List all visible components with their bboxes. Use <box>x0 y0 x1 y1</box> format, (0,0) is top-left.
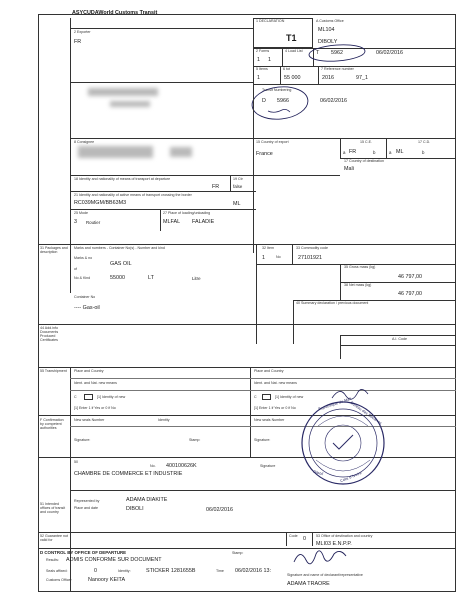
item-no-label: No <box>276 255 281 259</box>
signature-scribble-2 <box>330 384 370 404</box>
divider <box>340 345 456 346</box>
ad-code-label: A.I. Code <box>392 337 407 341</box>
new-seals-label: New seals Number <box>74 418 105 422</box>
destination-office-label: 53 Office of destination and country <box>316 534 373 538</box>
forms-of-value: 1 <box>268 57 271 63</box>
ce-code-a: a <box>343 150 346 155</box>
ctr-checkbox[interactable] <box>84 394 93 400</box>
reference-year: 2016 <box>322 75 334 81</box>
consignee-label: 8 Consignee <box>74 140 95 144</box>
goods-header: Marks and numbers - Container No(s) - Number and kind <box>74 246 165 250</box>
identity-new-label-2: [1] Identity of new <box>275 395 304 399</box>
mode-name: Routier <box>86 220 101 225</box>
signature-label-2: Signature: <box>254 438 271 442</box>
signature-label: Signature: <box>74 438 91 442</box>
code-value: 0 <box>303 536 306 542</box>
kind-qty: 55000 <box>110 275 125 281</box>
loading-label: 27 Place of loading/unloading <box>163 211 211 215</box>
declaration-type: T1 <box>286 33 297 43</box>
loading-name: FALADIE <box>192 219 215 225</box>
gross-mass-label: 35 Gross mass (kg) <box>344 265 376 269</box>
packages-section-label: 31 Packages and description <box>40 246 68 254</box>
transport-border-nationality: ML <box>233 201 241 207</box>
divider <box>312 532 313 546</box>
office-name: DIBOLY <box>318 39 338 45</box>
transport-border-value: RC039MGM/BB63M3 <box>74 200 127 206</box>
divider <box>256 244 257 344</box>
forms-label: 2 Forms <box>256 49 270 53</box>
gross-mass-value: 46 797,00 <box>398 274 422 280</box>
stamp-label: Stamp: <box>189 438 201 442</box>
identity-label: Identity <box>158 418 170 422</box>
ref-date: 06/02/2016 <box>376 50 403 56</box>
cd-code-b: b <box>422 150 425 155</box>
place-value: DIBOLI <box>126 506 144 512</box>
divider <box>38 324 456 325</box>
divider <box>70 490 456 491</box>
summary-declaration-label: 40 Summary declaration / previous document <box>296 301 369 305</box>
loading-value: MLFAL <box>163 219 181 225</box>
divider <box>38 532 456 533</box>
divider <box>70 191 256 192</box>
divider <box>70 209 256 210</box>
signature-scribble <box>290 546 350 568</box>
redacted-exporter <box>88 88 158 96</box>
ctr-prefix: C <box>74 395 77 399</box>
kind-label: No & Kind <box>74 276 91 280</box>
reference-no: 97_1 <box>356 75 368 81</box>
containers-label: Container No <box>74 295 96 299</box>
divider <box>253 18 254 253</box>
principal-name: CHAMBRE DE COMMERCE ET INDUSTRIE <box>74 471 183 477</box>
divider <box>250 367 251 457</box>
item-value: 1 <box>262 255 265 261</box>
divider <box>38 367 456 368</box>
divider <box>340 335 341 359</box>
enter-yes-no-label-2: [1] Enter 1 if Yes or 0 if No <box>254 406 296 410</box>
country-export-label: 15 Country of export <box>256 140 289 144</box>
confirmation-label: F Confirmation by competent authorities <box>40 418 64 431</box>
divider <box>160 209 161 231</box>
items-label: 5 Items <box>256 67 268 71</box>
principal-no-value: 400100626K <box>166 463 197 469</box>
form-title: ASYCUDAWorld Customs Transit <box>72 10 158 16</box>
ce-code-label: 15 C.E. <box>360 140 372 144</box>
new-seals-label-2: New seals Number <box>254 418 285 422</box>
country-destination-value: Mali <box>344 166 354 172</box>
ctr-prefix-2: C <box>254 395 257 399</box>
divider <box>286 532 287 546</box>
ce-code-b: b <box>373 150 376 155</box>
ref-prefix: T <box>316 50 320 56</box>
item-label: 32 Item <box>262 246 274 250</box>
results-label: Results: <box>46 558 59 562</box>
identity-control-label: Identity: <box>118 569 131 573</box>
marks-label: Marks & no <box>74 256 93 260</box>
divider <box>70 138 456 139</box>
divider <box>340 138 341 158</box>
divider <box>38 457 456 458</box>
transit-prefix: D <box>262 98 266 104</box>
seals-affixed-value: 0 <box>94 568 97 574</box>
redacted-exporter <box>110 101 150 107</box>
mode-value: 3 <box>74 219 77 225</box>
place-country-label-2: Place and Country <box>254 369 284 373</box>
declarant-signature-label: Signature and name of declarant/representative <box>287 573 363 577</box>
place-date-label: Place and date <box>74 506 98 510</box>
divider <box>70 82 253 83</box>
exporter-country: FR <box>74 39 82 45</box>
commodity-value: 27101921 <box>298 255 322 261</box>
country-destination-label: 17 Country of destination <box>344 159 384 163</box>
divider <box>70 378 456 379</box>
transit-date: 06/02/2016 <box>320 98 347 104</box>
ctr-checkbox-2[interactable] <box>262 394 271 400</box>
country-export-value: France <box>256 151 273 157</box>
marks-value: GAS OIL <box>110 261 132 267</box>
code-label: Code <box>289 534 298 538</box>
divider <box>230 175 231 191</box>
ce-code-a-value: FR <box>349 149 357 155</box>
divider <box>70 426 456 427</box>
kind-unit: LT <box>148 275 154 281</box>
stamp-line-1: Republique du Mali <box>317 396 352 412</box>
divider <box>293 300 294 344</box>
represented-label: Represented by <box>74 499 100 503</box>
intended-offices-label: 51 Intended offices of transit and country <box>40 502 66 515</box>
principal-no-label: No. <box>150 464 156 468</box>
transit-number: 5966 <box>277 98 289 104</box>
transport-border-label: 21 Identity and nationality of active means of transport crossing the border <box>74 193 192 197</box>
commodity-label: 33 Commodity code <box>296 246 328 250</box>
divider <box>70 390 456 391</box>
ident-new-means-label: Ident. and Nat. new means <box>74 381 117 385</box>
net-mass-label: 38 Net mass (kg) <box>344 283 372 287</box>
results-value: ADMIS CONFORME SUR DOCUMENT <box>66 557 162 563</box>
net-mass-value: 46 797,00 <box>398 291 422 297</box>
redacted-consignee <box>78 146 153 158</box>
declarant-name: ADAMA TRAORE <box>287 581 330 587</box>
destination-office-value: MLI03 E.N.P.P. <box>316 541 352 547</box>
transport-departure-label: 18 Identity and nationality of means of transport at departure <box>74 177 171 181</box>
reference-label: 7 Reference number <box>321 67 354 71</box>
seals-affixed-label: Seals affixed: <box>46 569 68 573</box>
ident-new-means-label-2: Ident. and Nat. new means <box>254 381 297 385</box>
exporter-label: 2 Exporter <box>74 30 91 34</box>
divider <box>70 18 71 293</box>
redacted-consignee <box>170 147 192 157</box>
divider <box>38 415 456 416</box>
transport-departure-nationality: FR <box>212 184 220 190</box>
identity-new-label: [1] Identity of new <box>97 395 126 399</box>
add-info-label: 44 Add.info Documents Produced Certificates <box>40 326 59 343</box>
identity-control-value: STICKER 1281655B <box>146 568 196 574</box>
enter-yes-no-label: [1] Enter 1 if Yes or 0 if No <box>74 406 116 410</box>
declaration-label: 1 DECLARATION <box>256 19 285 23</box>
control-title: D CONTROL BY OFFICE OF DEPARTURE <box>40 550 127 555</box>
divider <box>292 244 293 264</box>
guarantee-label: 52 Guarantee not valid for <box>40 534 68 543</box>
goods-description: ---- Gas-oil <box>74 305 100 311</box>
cd-code-a: a <box>389 150 392 155</box>
forms-value: 1 <box>257 57 260 63</box>
divider <box>340 335 456 336</box>
time-label: Time <box>216 569 224 573</box>
office-label: A Customs Office <box>316 19 344 23</box>
stamp-line-3: Diboli <box>312 469 324 477</box>
principal-signature-label: Signature <box>260 464 276 468</box>
divider <box>386 138 387 158</box>
transhipment-label: 55 Transhipment <box>40 369 67 373</box>
control-stamp-label: Stamp: <box>232 551 244 555</box>
packages-value: 55 000 <box>284 75 301 81</box>
cd-code-label: 17 C.D. <box>418 140 431 144</box>
divider <box>70 175 340 176</box>
ctr-value: false <box>233 184 243 189</box>
transit-numbering-label: Transit Numbering <box>262 88 292 92</box>
office-code: ML104 <box>318 27 335 33</box>
customs-officer-label: Customs Officer <box>46 578 72 582</box>
packages-label: 6 tot <box>283 67 290 71</box>
cd-code-a-value: ML <box>396 149 404 155</box>
ref-number: 5962 <box>331 50 343 56</box>
of-label: of <box>74 267 77 271</box>
divider <box>38 548 456 549</box>
items-value: 1 <box>257 75 260 81</box>
divider <box>38 244 456 245</box>
principal-label: 50 <box>74 460 78 464</box>
load-list-label: 4 Load List <box>285 49 303 53</box>
customs-stamp <box>298 398 388 488</box>
divider <box>70 28 253 29</box>
represented-value: ADAMA DIAKITE <box>126 497 168 503</box>
ctr-label: 19 Ctr <box>233 177 243 181</box>
place-country-label: Place and Country <box>74 369 104 373</box>
stamp-line-4: Cote d'Ivoire <box>339 470 363 484</box>
date-value: 06/02/2016 <box>206 507 233 513</box>
mode-label: 25 Mode <box>74 211 88 215</box>
stamp-line-2: Bureau des Douanes <box>349 400 383 426</box>
kind-desc: Litre <box>192 276 201 281</box>
time-value: 06/02/2016 13: <box>235 568 271 574</box>
customs-officer-name: Nanoory KEITA <box>88 577 126 583</box>
